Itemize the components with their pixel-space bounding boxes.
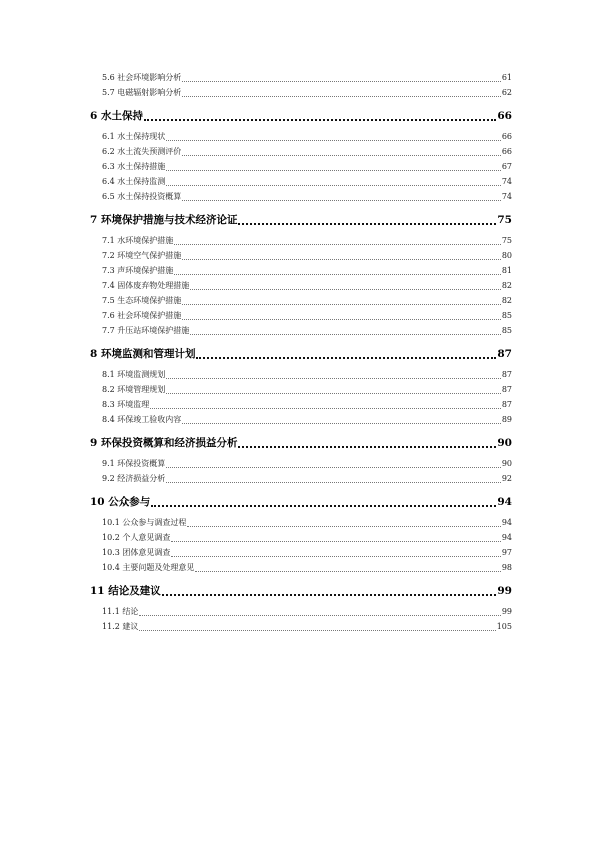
toc-entry-title: 10.2 个人意见调查 (102, 533, 171, 542)
toc-entry-page-number: 67 (501, 162, 512, 171)
toc-entry-page-number: 66 (497, 110, 512, 122)
toc-entry-title: 9 环保投资概算和经济损益分析 (90, 437, 238, 449)
toc-chapter-entry[interactable] (82, 581, 512, 601)
toc-entry-title: 11 结论及建议 (90, 585, 161, 597)
toc-entry-page-number: 66 (501, 147, 512, 156)
toc-entry-title: 6.4 水土保持监测 (102, 177, 166, 186)
dot-leader (166, 467, 501, 468)
toc-section-entry[interactable] (82, 293, 512, 308)
toc-entry-title: 7.5 生态环境保护措施 (102, 296, 182, 305)
toc-entry-page-number: 85 (501, 326, 512, 335)
toc-section-entry[interactable] (82, 471, 512, 486)
dot-leader (139, 630, 495, 631)
toc-entry-page-number: 105 (496, 622, 512, 631)
dot-leader (190, 289, 501, 290)
toc-section-entry[interactable] (82, 233, 512, 248)
toc-entry-title: 6.1 水土保持现状 (102, 132, 166, 141)
toc-entry-title: 8.4 环保竣工验收内容 (102, 415, 182, 424)
toc-entry-page-number: 90 (497, 437, 512, 449)
dot-leader (182, 155, 501, 156)
toc-entry-page-number: 94 (501, 533, 512, 542)
toc-entry-page-number: 75 (501, 236, 512, 245)
toc-entry-title: 5.7 电磁辐射影响分析 (102, 88, 182, 97)
toc-entry-title: 7.6 社会环境保护措施 (102, 311, 182, 320)
dot-leader (151, 505, 496, 507)
dot-leader (238, 223, 496, 225)
toc-entry-page-number: 94 (501, 518, 512, 527)
toc-chapter-entry[interactable] (82, 492, 512, 512)
toc-entry-page-number: 74 (501, 177, 512, 186)
toc-entry-title: 10 公众参与 (90, 496, 151, 508)
dot-leader (182, 319, 501, 320)
dot-leader (166, 378, 501, 379)
toc-section-entry[interactable] (82, 144, 512, 159)
dot-leader (174, 274, 501, 275)
dot-leader (139, 615, 500, 616)
dot-leader (171, 556, 500, 557)
toc-section-entry[interactable] (82, 189, 512, 204)
toc-entry-title: 6.2 水土流失预测评价 (102, 147, 182, 156)
toc-entry-page-number: 61 (501, 73, 512, 82)
dot-leader (182, 200, 501, 201)
toc-entry-title: 7.4 固体废弃物处理措施 (102, 281, 190, 290)
toc-entry-page-number: 89 (501, 415, 512, 424)
toc-entry-page-number: 82 (501, 296, 512, 305)
toc-section-entry[interactable] (82, 159, 512, 174)
toc-entry-page-number: 81 (501, 266, 512, 275)
toc-entry-page-number: 80 (501, 251, 512, 260)
toc-entry-page-number: 87 (501, 400, 512, 409)
toc-entry-title: 6 水土保持 (90, 110, 143, 122)
toc-entry-page-number: 99 (501, 607, 512, 616)
toc-section-entry[interactable] (82, 619, 512, 634)
toc-section-entry[interactable] (82, 530, 512, 545)
toc-chapter-entry[interactable] (82, 344, 512, 364)
toc-entry-title: 8.2 环境管理规划 (102, 385, 166, 394)
dot-leader (166, 393, 501, 394)
dot-leader (166, 170, 501, 171)
dot-leader (182, 96, 501, 97)
dot-leader (182, 304, 501, 305)
toc-section-entry[interactable] (82, 367, 512, 382)
toc-section-entry[interactable] (82, 456, 512, 471)
toc-entry-title: 6.5 水土保持投资概算 (102, 192, 182, 201)
toc-section-entry[interactable] (82, 129, 512, 144)
toc-entry-title: 9.1 环保投资概算 (102, 459, 166, 468)
toc-chapter-entry[interactable] (82, 210, 512, 230)
toc-entry-page-number: 94 (497, 496, 512, 508)
toc-chapter-entry[interactable] (82, 106, 512, 126)
toc-entry-title: 7.1 水环境保护措施 (102, 236, 174, 245)
toc-entry-title: 9.2 经济损益分析 (102, 474, 166, 483)
dot-leader (166, 482, 501, 483)
toc-entry-title: 10.4 主要问题及处理意见 (102, 563, 195, 572)
toc-entry-page-number: 99 (497, 585, 512, 597)
toc-entry-page-number: 62 (501, 88, 512, 97)
toc-section-entry[interactable] (82, 560, 512, 575)
dot-leader (238, 446, 496, 448)
toc-entry-page-number: 98 (501, 563, 512, 572)
toc-section-entry[interactable] (82, 174, 512, 189)
toc-entry-title: 5.6 社会环境影响分析 (102, 73, 182, 82)
dot-leader (174, 244, 501, 245)
toc-entry-page-number: 97 (501, 548, 512, 557)
toc-entry-page-number: 74 (501, 192, 512, 201)
toc-chapter-entry[interactable] (82, 433, 512, 453)
toc-entry-page-number: 85 (501, 311, 512, 320)
table-of-contents (82, 70, 512, 634)
toc-entry-title: 7.2 环境空气保护措施 (102, 251, 182, 260)
dot-leader (190, 334, 501, 335)
dot-leader (166, 140, 501, 141)
toc-section-entry[interactable] (82, 308, 512, 323)
toc-entry-page-number: 87 (497, 348, 512, 360)
toc-entry-page-number: 75 (497, 214, 512, 226)
dot-leader (166, 185, 501, 186)
dot-leader (182, 81, 501, 82)
toc-section-entry[interactable] (82, 412, 512, 427)
dot-leader (171, 541, 500, 542)
toc-section-entry[interactable] (82, 515, 512, 530)
toc-section-entry[interactable] (82, 545, 512, 560)
toc-entry-page-number: 82 (501, 281, 512, 290)
toc-entry-page-number: 87 (501, 385, 512, 394)
toc-section-entry[interactable] (82, 278, 512, 293)
dot-leader (182, 423, 501, 424)
toc-entry-title: 7.3 声环境保护措施 (102, 266, 174, 275)
dot-leader (144, 119, 496, 121)
toc-section-entry[interactable] (82, 397, 512, 412)
toc-entry-title: 11.1 结论 (102, 607, 139, 616)
toc-entry-title: 10.3 团体意见调查 (102, 548, 171, 557)
toc-section-entry[interactable] (82, 85, 512, 100)
dot-leader (150, 408, 501, 409)
toc-section-entry[interactable] (82, 323, 512, 338)
toc-entry-page-number: 90 (501, 459, 512, 468)
toc-section-entry[interactable] (82, 70, 512, 85)
toc-section-entry[interactable] (82, 382, 512, 397)
toc-entry-title: 11.2 建议 (102, 622, 139, 631)
toc-entry-title: 8.1 环境监测规划 (102, 370, 166, 379)
toc-entry-title: 7.7 升压站环境保护措施 (102, 326, 190, 335)
toc-entry-page-number: 92 (501, 474, 512, 483)
toc-section-entry[interactable] (82, 263, 512, 278)
toc-entry-title: 8.3 环境监理 (102, 400, 150, 409)
toc-section-entry[interactable] (82, 248, 512, 263)
toc-entry-title: 8 环境监测和管理计划 (90, 348, 196, 360)
dot-leader (182, 259, 501, 260)
toc-entry-title: 7 环境保护措施与技术经济论证 (90, 214, 238, 226)
dot-leader (162, 594, 497, 596)
dot-leader (187, 526, 500, 527)
toc-entry-page-number: 66 (501, 132, 512, 141)
toc-section-entry[interactable] (82, 604, 512, 619)
toc-entry-title: 10.1 公众参与调查过程 (102, 518, 187, 527)
dot-leader (195, 571, 500, 572)
dot-leader (196, 357, 496, 359)
toc-entry-title: 6.3 水土保持措施 (102, 162, 166, 171)
toc-entry-page-number: 87 (501, 370, 512, 379)
